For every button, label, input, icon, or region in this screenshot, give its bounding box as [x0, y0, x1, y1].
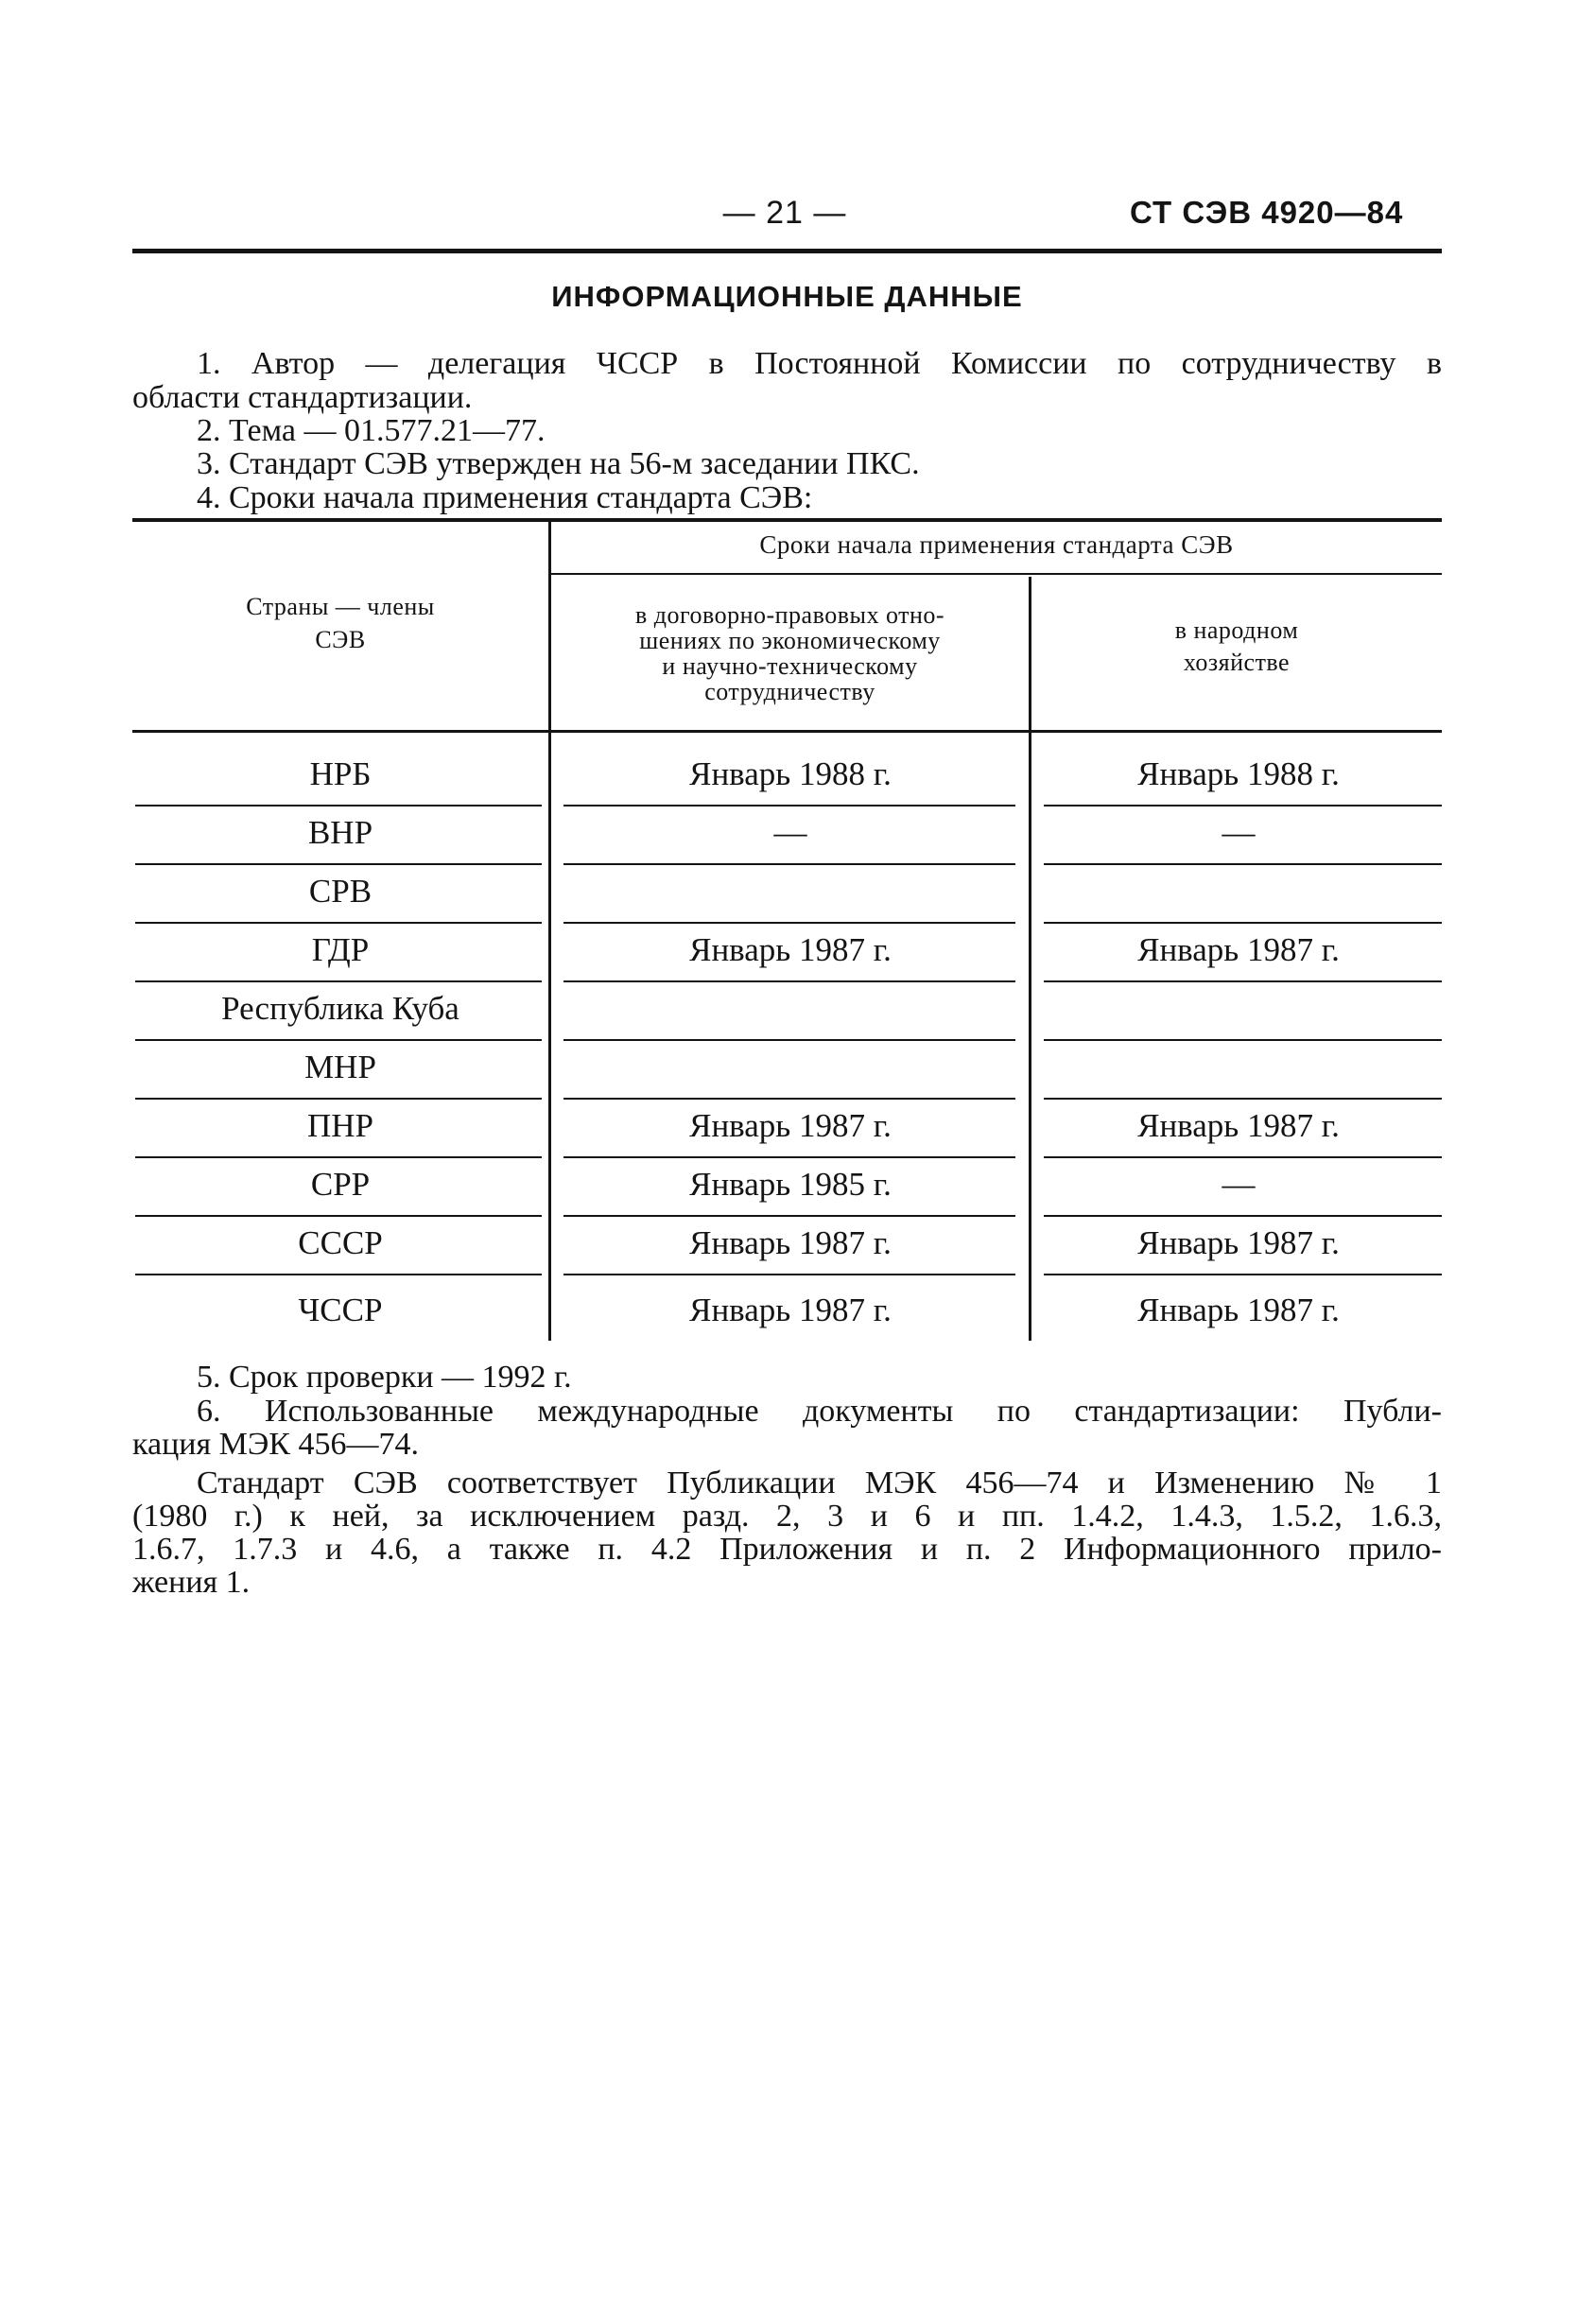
row-10-country: ЧССР	[298, 1292, 383, 1328]
row-rule	[1044, 980, 1442, 982]
row-rule	[563, 863, 1015, 865]
row-4-economy: Январь 1987 г.	[1137, 931, 1340, 968]
row-rule	[135, 1215, 542, 1217]
row-6-country: МНР	[304, 1049, 376, 1085]
group-header: Сроки начала применения стандарта СЭВ	[759, 530, 1234, 559]
row-rule	[1044, 863, 1442, 865]
item-1-line-2: области стандартизации.	[132, 380, 473, 415]
economy-header-line-1: в народном	[1174, 616, 1299, 644]
economy-header	[1031, 617, 1442, 675]
item-1-line-1: 1. Автор — делегация ЧССР в Постоянной Комиссии по сотрудничеству в	[197, 346, 1442, 381]
row-rule	[135, 922, 542, 924]
row-1-contract: Январь 1988 г.	[689, 755, 892, 792]
section-title: ИНФОРМАЦИОННЫЕ ДАННЫЕ	[551, 280, 1023, 313]
row-9-contract: Январь 1987 г.	[689, 1224, 892, 1261]
row-rule	[135, 863, 542, 865]
item-2: 2. Тема — 01.577.21—77.	[197, 413, 546, 448]
standard-code: СТ СЭВ 4920—84	[1130, 195, 1404, 230]
row-1-country: НРБ	[309, 755, 372, 792]
row-rule	[1044, 1215, 1442, 1217]
row-8-contract: Январь 1985 г.	[689, 1166, 892, 1203]
header-rule	[132, 249, 1442, 253]
row-rule	[563, 922, 1015, 924]
row-7-contract: Январь 1987 г.	[689, 1107, 892, 1144]
note-line-4: жения 1.	[132, 1565, 251, 1600]
row-rule	[563, 1156, 1015, 1158]
row-rule	[135, 980, 542, 982]
contract-header-line-4: сотрудничеству	[704, 678, 875, 705]
row-rule	[563, 1039, 1015, 1041]
row-8-country: СРР	[310, 1166, 371, 1203]
item-4: 4. Сроки начала применения стандарта СЭВ:	[197, 480, 813, 515]
header-bottom-rule	[132, 730, 1442, 733]
row-rule	[135, 1098, 542, 1100]
row-2-economy: —	[1222, 814, 1256, 851]
note-line-2: (1980 г.) к ней, за исключением разд. 2, 3 и 6 и пп. 1.4.2, 1.4.3, 1.5.2, 1.6.3,	[132, 1499, 1442, 1534]
contract-header-line-1: в договорно-правовых отно-	[634, 601, 945, 629]
item-6-line-2: кация МЭК 456—74.	[132, 1427, 419, 1462]
row-rule	[135, 1039, 542, 1041]
row-rule	[1044, 1156, 1442, 1158]
row-2-country: ВНР	[307, 814, 373, 851]
row-rule	[135, 1156, 542, 1158]
table-divider-2	[1029, 577, 1031, 1341]
row-rule	[135, 805, 542, 806]
note-line-1: Стандарт СЭВ соответствует Публикации МЭК 456—74 и Изменению № 1	[197, 1466, 1442, 1500]
row-7-country: ПНР	[306, 1107, 374, 1144]
row-1-economy: Январь 1988 г.	[1137, 755, 1340, 792]
row-rule	[1044, 922, 1442, 924]
row-10-contract: Январь 1987 г.	[689, 1292, 892, 1328]
row-4-country: ГДР	[311, 931, 370, 968]
row-rule	[1044, 805, 1442, 806]
row-rule	[135, 1274, 542, 1275]
item-6-line-1: 6. Использованные международные документы по стандартизации: Публи-	[197, 1394, 1442, 1429]
row-9-country: СССР	[298, 1224, 383, 1261]
contract-header-line-3: и научно-техническому	[662, 652, 918, 680]
countries-header-line-2: СЭВ	[315, 626, 366, 653]
row-rule	[563, 805, 1015, 806]
contract-header-line-2: шениях по экономическому	[639, 627, 941, 654]
countries-header	[132, 594, 548, 652]
contract-header	[551, 602, 1029, 704]
table-top-rule	[132, 518, 1442, 522]
row-rule	[563, 1274, 1015, 1275]
economy-header-line-2: хозяйстве	[1183, 649, 1291, 676]
item-3: 3. Стандарт СЭВ утвержден на 56-м заседании ПКС.	[197, 446, 920, 481]
note-line-3: 1.6.7, 1.7.3 и 4.6, а также п. 4.2 Приложения и п. 2 Информационного прило-	[132, 1532, 1442, 1567]
row-5-country: Республика Куба	[221, 990, 459, 1027]
row-2-contract: —	[773, 814, 807, 851]
row-rule	[563, 1215, 1015, 1217]
row-4-contract: Январь 1987 г.	[689, 931, 892, 968]
row-9-economy: Январь 1987 г.	[1137, 1224, 1340, 1261]
item-5: 5. Срок проверки — 1992 г.	[197, 1360, 572, 1395]
row-rule	[1044, 1039, 1442, 1041]
row-3-country: СРВ	[308, 873, 373, 910]
group-header-rule	[548, 573, 1442, 575]
row-8-economy: —	[1222, 1166, 1256, 1203]
row-rule	[1044, 1274, 1442, 1275]
countries-header-line-1: Страны — члены	[246, 593, 435, 620]
row-rule	[563, 980, 1015, 982]
row-rule	[563, 1098, 1015, 1100]
row-7-economy: Январь 1987 г.	[1137, 1107, 1340, 1144]
row-rule	[1044, 1098, 1442, 1100]
row-10-economy: Январь 1987 г.	[1137, 1292, 1340, 1328]
page-number: — 21 —	[722, 195, 847, 231]
